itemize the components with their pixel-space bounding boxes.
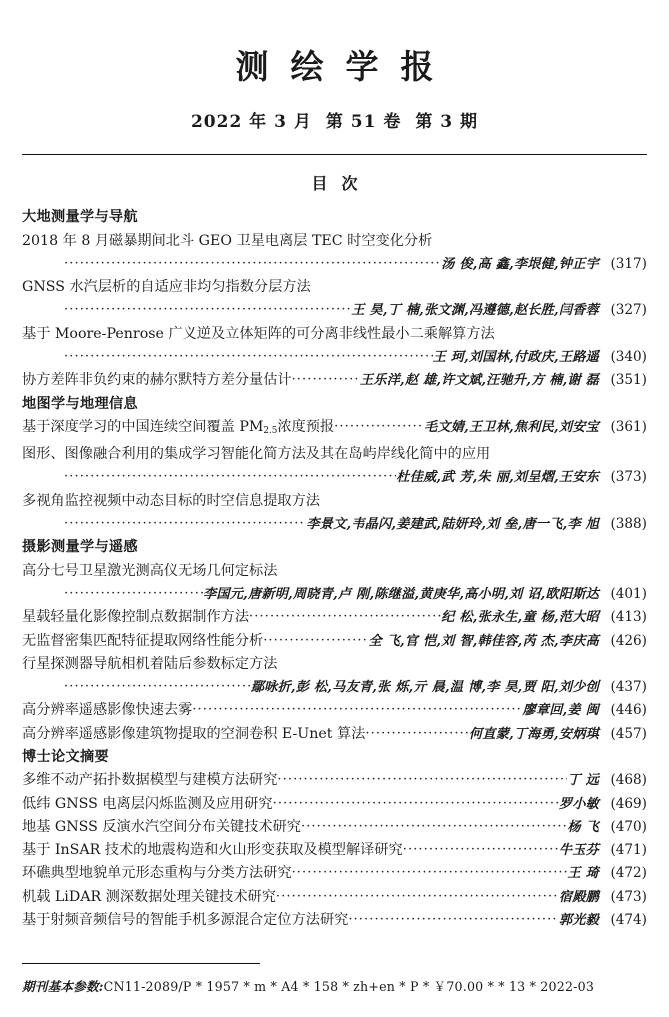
toc-entry[interactable] <box>22 769 647 792</box>
leader-dots <box>301 815 567 838</box>
toc-entry-authors: 罗小敏 <box>558 796 599 812</box>
toc-entry-authors: 王乐洋,赵 雄,许文斌,汪驰升,方 楠,谢 磊 <box>359 373 599 389</box>
issue-year: 2022 年 3 月 <box>190 112 312 133</box>
toc-entry-title: 环礁典型地貌单元形态重构与分类方法研究 <box>22 865 292 882</box>
toc-entry[interactable] <box>22 560 647 607</box>
toc-entry[interactable] <box>22 909 647 932</box>
toc-entry-row <box>22 816 647 839</box>
toc-entry-authors: 全 飞,官 恺,刘 智,韩佳容,芮 杰,李庆高 <box>368 633 599 649</box>
toc-entry-title: 机载 LiDAR 测深数据处理关键技术研究 <box>22 888 276 905</box>
toc-entry-authors: 纪 松,张永生,童 杨,范大昭 <box>441 610 599 626</box>
issue-volume: 第 51 卷 <box>325 112 402 133</box>
leader-dots <box>277 768 567 791</box>
toc-entry[interactable] <box>22 323 647 370</box>
toc-entry-row <box>22 606 647 629</box>
journal-title: 测绘学报 <box>235 47 456 86</box>
toc-entry[interactable] <box>22 653 647 700</box>
toc-entry-title: 基于射频音频信号的智能手机多源混合定位方法研究 <box>22 912 349 929</box>
toc-entry-page: (327) <box>610 302 647 319</box>
footer-label: 期刊基本参数: <box>22 979 104 994</box>
leader-dots <box>334 415 424 438</box>
toc-entry-page: (446) <box>610 702 647 719</box>
leader-dots <box>273 792 559 815</box>
toc-entry-title: 高分辨率遥感影像快速去雾 <box>22 702 193 719</box>
leader-dots <box>249 605 441 628</box>
leader-dots <box>403 838 559 861</box>
toc-entry-authors: 鄢咏折,彭 松,马友青,张 烁,亓 晨,温 博,李 昊,贾 阳,刘少创 <box>250 680 599 696</box>
section-title: 大地测量学与导航 <box>22 209 138 226</box>
leader-dots <box>64 252 441 275</box>
toc-entry[interactable] <box>22 886 647 909</box>
toc-entry-authors-row <box>22 676 647 699</box>
toc-entry[interactable] <box>22 630 647 653</box>
toc-entry-row <box>22 630 647 653</box>
toc-entry-row <box>22 723 647 746</box>
toc-entry-row <box>22 909 647 932</box>
leader-dots <box>365 722 469 745</box>
toc-entry-page: (413) <box>610 609 647 626</box>
toc-entry-row <box>22 369 647 392</box>
toc-entry[interactable] <box>22 793 647 816</box>
leader-dots <box>263 629 368 652</box>
toc-entry-row <box>22 839 647 862</box>
toc-entry-page: (437) <box>610 679 647 696</box>
toc-entry-title: 星载轻量化影像控制点数据制作方法 <box>22 609 250 626</box>
toc-entry-page: (468) <box>610 772 647 789</box>
toc-entry-row <box>22 793 647 816</box>
page-footer <box>22 963 647 995</box>
toc-entry[interactable] <box>22 839 647 862</box>
toc-entry-title: 低纬 GNSS 电离层闪烁监测及应用研究 <box>22 795 273 812</box>
leader-dots <box>292 861 568 884</box>
toc-entry[interactable] <box>22 816 647 839</box>
toc-entry-page: (474) <box>610 912 647 929</box>
toc-entry-page: (472) <box>610 865 647 882</box>
section-title: 摄影测量学与遥感 <box>22 539 138 556</box>
toc-entry-page: (373) <box>610 469 647 486</box>
toc-entry-row <box>22 699 647 722</box>
toc-entry-title: 基于 InSAR 技术的地震构造和火山形变获取及模型解译研究 <box>22 842 403 859</box>
leader-dots <box>64 298 351 321</box>
leader-dots <box>192 698 522 721</box>
masthead-divider <box>22 154 647 155</box>
section-title: 地图学与地理信息 <box>22 395 138 412</box>
toc-entry-authors: 李国元,唐新明,周晓青,卢 刚,陈继溢,黄庚华,高小明,刘 诏,欧阳斯达 <box>203 586 599 602</box>
toc-entry-authors: 宿殿鹏 <box>558 889 599 905</box>
toc-entry-page: (351) <box>610 372 647 389</box>
toc-entry-authors: 何直蒙,丁海勇,安炳琪 <box>468 726 599 742</box>
toc-entry[interactable] <box>22 606 647 629</box>
toc-entry-authors: 王 琦 <box>567 866 599 882</box>
toc-entry-title: 无监督密集匹配特征提取网络性能分析 <box>22 632 264 649</box>
toc-entry-authors: 丁 远 <box>567 773 599 789</box>
leader-dots <box>64 512 306 535</box>
toc-entry-authors: 王 昊,丁 楠,张文渊,冯遵德,赵长胜,闫香蓉 <box>351 303 599 319</box>
toc-entry[interactable] <box>22 276 647 323</box>
toc-entry-authors: 郭光毅 <box>558 913 599 929</box>
toc-entry-title: 高分七号卫星激光测高仪无场几何定标法 <box>22 562 278 579</box>
toc-entry-title: 基于深度学习的中国连续空间覆盖 $PM_{2.5}$浓度预报 <box>22 418 335 436</box>
masthead <box>22 0 647 132</box>
toc-entry[interactable] <box>22 369 647 392</box>
toc-entry[interactable] <box>22 699 647 722</box>
toc-entry-authors-row <box>22 299 647 322</box>
toc-entry-page: (473) <box>610 888 647 905</box>
leader-dots <box>64 675 251 698</box>
toc-entry-authors: 汤 俊,高 鑫,李垠健,钟正宇 <box>441 256 599 272</box>
toc-entry-title: 行星探测器导航相机着陆后参数标定方法 <box>22 655 278 672</box>
toc-entry-page: (457) <box>610 725 647 742</box>
toc-entry[interactable] <box>22 230 647 277</box>
toc-entry[interactable] <box>22 443 647 490</box>
footer-text <box>22 976 647 995</box>
toc-entry-title: 协方差阵非负约束的赫尔默特方差分量估计 <box>22 372 292 389</box>
toc-entry[interactable] <box>22 490 647 537</box>
toc-heading: 目次 <box>311 174 372 194</box>
section-title: 博士论文摘要 <box>22 749 109 765</box>
leader-dots <box>276 885 559 908</box>
toc-entry[interactable] <box>22 416 647 443</box>
toc-entry-authors: 毛文婧,王卫林,焦利民,刘安宝 <box>423 419 599 435</box>
toc-entry-authors-row <box>22 513 647 536</box>
toc-entry-title: 地基 GNSS 反演水汽空间分布关键技术研究 <box>22 818 301 835</box>
issue-line <box>22 107 647 132</box>
toc-entry-page: (361) <box>610 418 647 435</box>
toc-entry-authors-row <box>22 253 647 276</box>
toc-entry-authors: 李景文,韦晶闪,姜建武,陆妍玲,刘 垒,唐一飞,李 旭 <box>306 517 599 533</box>
toc-entry-authors: 廖章回,姜 闽 <box>522 703 599 719</box>
toc-entry-title: 多视角监控视频中动态目标的时空信息提取方法 <box>22 492 320 509</box>
toc-entry-page: (401) <box>610 585 647 602</box>
toc-entry-title: 多维不动产拓扑数据模型与建模方法研究 <box>22 772 278 789</box>
toc-entry-page: (317) <box>610 255 647 272</box>
toc-entry-row <box>22 416 647 443</box>
toc-entry-row <box>22 862 647 885</box>
toc-entry-page: (340) <box>610 349 647 366</box>
toc-entry-title: 基于 Moore-Penrose 广义逆及立体矩阵的可分离非线性最小二乘解算方法 <box>22 325 495 342</box>
toc-entry-page: (388) <box>610 516 647 533</box>
issue-number: 第 3 期 <box>415 112 479 133</box>
toc-entry-title: 图形、图像融合利用的集成学习智能化简方法及其在岛屿岸线化简中的应用 <box>22 446 491 463</box>
leader-dots <box>292 368 360 391</box>
toc-entry-authors-row <box>22 466 647 489</box>
leader-dots <box>348 908 559 931</box>
toc-entry-page: (426) <box>610 632 647 649</box>
toc-entry[interactable] <box>22 862 647 885</box>
toc-entry-row <box>22 769 647 792</box>
toc-entry-authors: 杜佳威,武 芳,朱 丽,刘呈熠,王安东 <box>396 470 599 486</box>
toc-entry-title: GNSS 水汽层析的自适应非均匀指数分层方法 <box>22 279 311 296</box>
toc-entry-authors: 牛玉芬 <box>558 843 599 859</box>
toc-entry-page: (471) <box>610 842 647 859</box>
toc-entry-page: (469) <box>610 795 647 812</box>
toc-entry[interactable] <box>22 723 647 746</box>
toc-entry-title: 2018 年 8 月磁暴期间北斗 GEO 卫星电离层 TEC 时空变化分析 <box>22 232 433 249</box>
footer-divider <box>22 963 260 964</box>
toc-entry-page: (470) <box>610 818 647 835</box>
toc-entry-title: 高分辨率遥感影像建筑物提取的空洞卷积 E-Unet 算法 <box>22 725 366 742</box>
toc-entry-row <box>22 886 647 909</box>
toc-entry-authors: 王 珂,刘国林,付政庆,王路遥 <box>432 350 599 366</box>
toc-entry-authors-row <box>22 346 647 369</box>
leader-dots <box>64 465 396 488</box>
toc-body <box>22 206 647 932</box>
toc-entry-authors-row <box>22 583 647 606</box>
toc-entry-authors: 杨 飞 <box>567 819 599 835</box>
leader-dots <box>64 345 433 368</box>
footer-params: CN11-2089/P * 1957 * m * A4 * 158 * zh+en * P * ￥70.00 * * 13 * 2022-03 <box>103 979 595 994</box>
leader-dots <box>64 582 203 605</box>
